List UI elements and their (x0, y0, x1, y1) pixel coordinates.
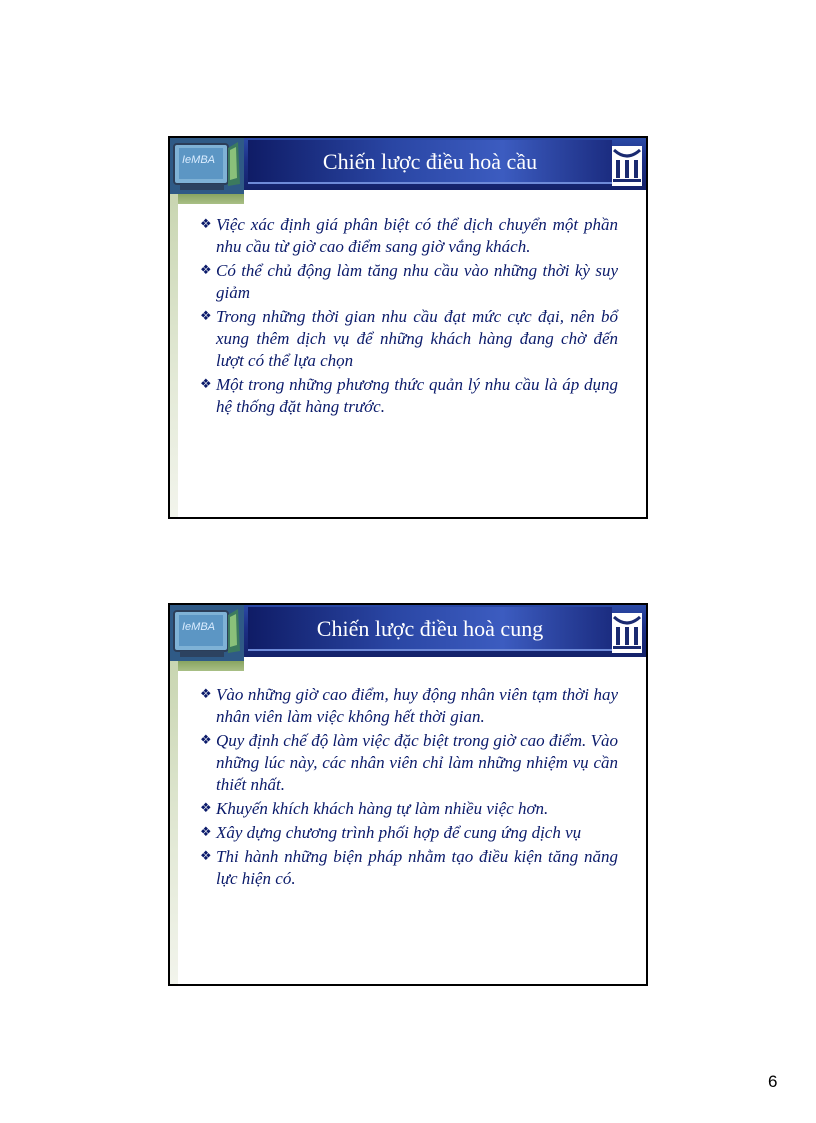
iemba-logo (170, 138, 244, 194)
list-item: ❖ Quy định chế độ làm việc đặc biệt trong giờ cao điểm. Vào những lúc này, các nhân viên chỉ làm những nhiệm vụ cần thiết nhất. (200, 731, 618, 794)
bullet-icon: ❖ (200, 687, 212, 702)
bullet-icon: ❖ (200, 801, 212, 816)
bullet-icon: ❖ (200, 825, 212, 840)
bullet-icon: ❖ (200, 217, 212, 232)
list-item: ❖ Trong những thời gian nhu cầu đạt mức cực đại, nên bổ xung thêm dịch vụ để những khách hàng đang chờ đến lượt có thể lựa chọn (200, 307, 618, 370)
slide-2 (168, 603, 648, 986)
logo-text: IeMBA (182, 621, 216, 633)
slide-title: Chiến lược điều hoà cầu (322, 149, 538, 174)
bullet-list (200, 684, 618, 892)
university-emblem-icon (612, 146, 642, 186)
list-item: ❖ Có thể chủ động làm tăng nhu cầu vào những thời kỳ suy giảm (200, 261, 618, 302)
university-emblem-icon (612, 613, 642, 653)
list-item: ❖ Thi hành những biện pháp nhằm tạo điều kiện tăng năng lực hiện có. (200, 847, 618, 888)
slide-title: Chiến lược điều hoà cung (316, 616, 544, 641)
slide-1 (168, 136, 648, 519)
iemba-logo (170, 605, 244, 661)
list-item: ❖ Khuyến khích khách hàng tự làm nhiều việc hơn. (200, 799, 549, 818)
page-number: 6 (768, 1072, 778, 1091)
accent-bar (170, 657, 178, 984)
bullet-icon: ❖ (200, 377, 212, 392)
bullet-icon: ❖ (200, 263, 212, 278)
list-item: ❖ Vào những giờ cao điểm, huy động nhân viên tạm thời hay nhân viên làm việc không hết thời gian. (200, 685, 618, 726)
bullet-icon: ❖ (200, 309, 212, 324)
bullet-icon: ❖ (200, 733, 212, 748)
list-item: ❖ Xây dựng chương trình phối hợp để cung ứng dịch vụ (200, 823, 582, 842)
logo-text: IeMBA (182, 154, 216, 166)
accent-bar (170, 190, 178, 517)
monitor-icon (170, 138, 244, 194)
list-item: ❖ Một trong những phương thức quản lý nhu cầu là áp dụng hệ thống đặt hàng trước. (200, 375, 618, 416)
bullet-icon: ❖ (200, 849, 212, 864)
bullet-list (200, 214, 618, 420)
monitor-icon (170, 605, 244, 661)
list-item: ❖ Việc xác định giá phân biệt có thể dịch chuyển một phần nhu cầu từ giờ cao điểm sang giờ vắng khách. (200, 215, 618, 256)
